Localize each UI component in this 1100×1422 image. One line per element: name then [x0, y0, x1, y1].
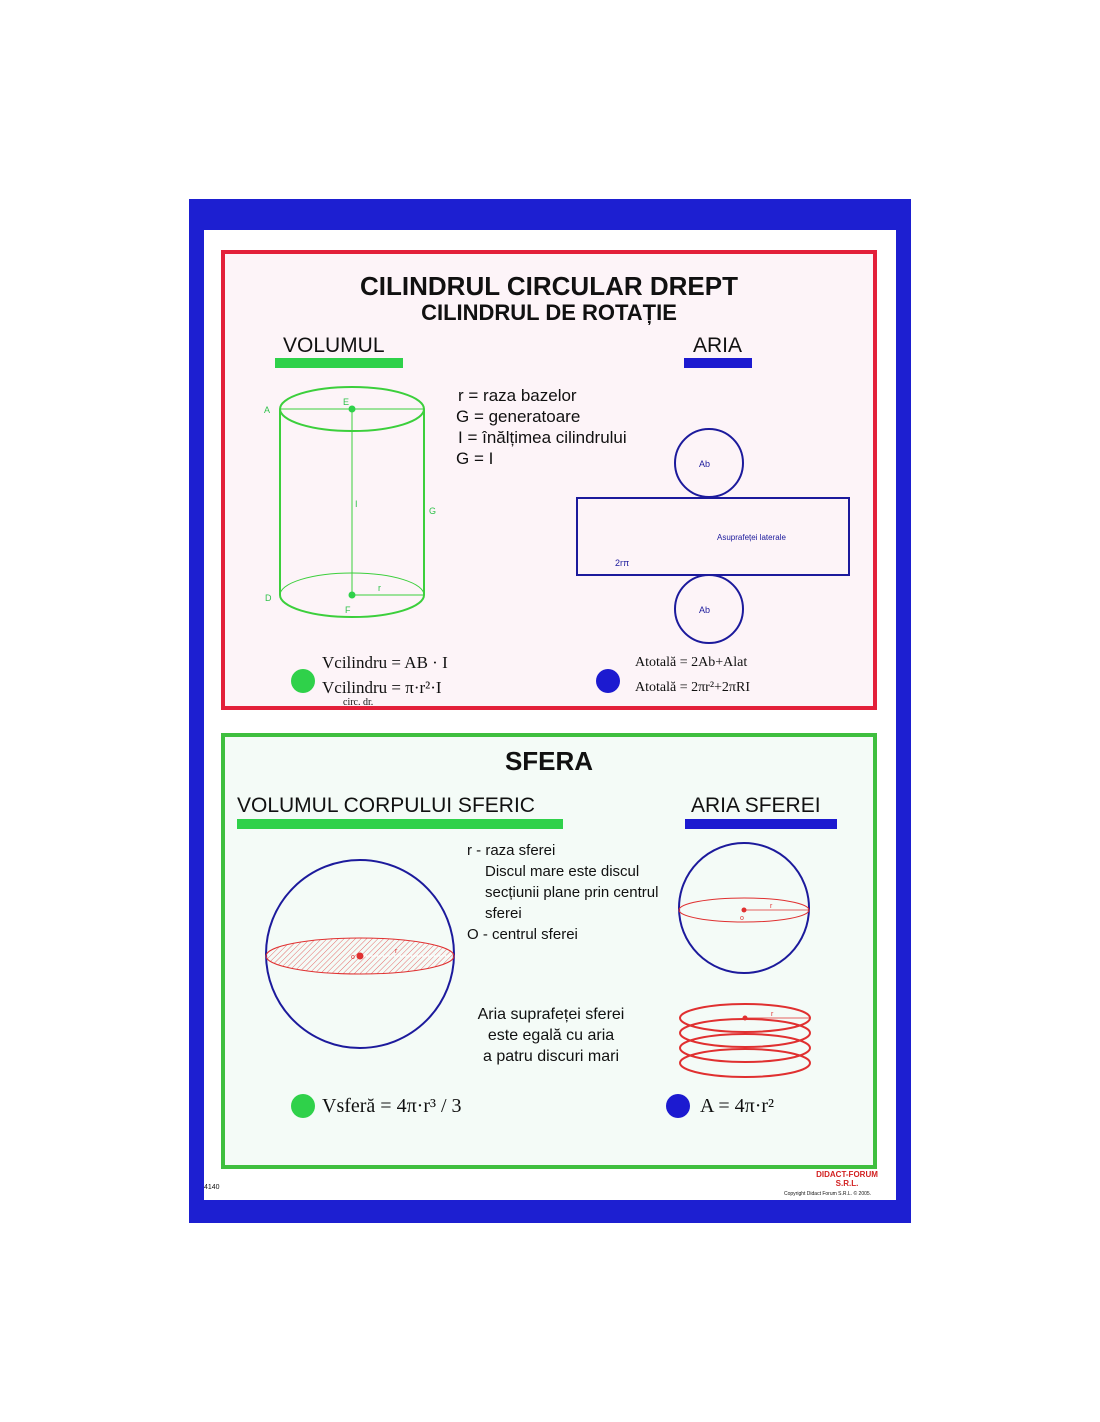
radius-r-label: r	[378, 583, 381, 593]
poster-inner	[204, 230, 896, 1200]
logo-line-1: DIDACT-FORUM	[816, 1170, 878, 1179]
poster-frame	[189, 199, 911, 1223]
area-underline	[684, 358, 752, 368]
sphere-volume-diagram	[265, 859, 465, 1059]
legend-line: G = generatoare	[456, 407, 581, 426]
base-area-bottom-label: Ab	[699, 605, 711, 615]
generator-g-label: G	[429, 506, 437, 516]
sphere-area-text	[465, 1004, 637, 1067]
sphere-area-heading: ARIA SFEREI	[691, 794, 821, 817]
legend-line: Discul mare este discul	[485, 863, 640, 880]
cylinder-net-diagram	[575, 424, 855, 674]
sphere-title: SFERA	[504, 746, 594, 776]
cylinder-panel	[221, 250, 877, 710]
sphere-volume-heading: VOLUMUL CORPULUI SFERIC	[237, 794, 535, 817]
sphere-area-diagram	[678, 842, 818, 982]
legend-line: G = I	[456, 449, 494, 468]
sphere-area-underline	[685, 819, 837, 829]
sphere-area-formula: A = 4π·r²	[700, 1095, 775, 1117]
point-f-label: F	[345, 605, 351, 615]
point-a-label: A	[264, 405, 271, 415]
disc-radius-label: r	[771, 1011, 774, 1018]
sphere-panel	[221, 733, 877, 1169]
cylinder-area-formula-1: Atotală = 2Ab+Alat	[635, 655, 748, 670]
cylinder-volume-subscript: circ. dr.	[343, 697, 374, 708]
small-center-label: o	[740, 915, 744, 922]
sphere-legend	[467, 840, 658, 945]
legend-line: sferei	[485, 905, 522, 922]
circumference-label: 2rπ	[615, 558, 630, 568]
legend-line: O - centrul sferei	[467, 926, 578, 943]
area-heading: ARIA	[693, 334, 743, 357]
poster-code: 4140	[204, 1184, 220, 1191]
publisher-logo	[802, 1170, 892, 1188]
point-e-label: E	[343, 397, 350, 407]
height-i-label: I	[355, 499, 358, 509]
cylinder-subtitle: CILINDRUL DE ROTAȚIE	[421, 300, 677, 325]
four-discs-diagram	[679, 999, 819, 1089]
legend-line: r - raza sferei	[467, 842, 556, 859]
sphere-radius-label: r	[395, 948, 398, 955]
sphere-volume-formula: Vsferă = 4π·r³ / 3	[322, 1095, 462, 1117]
copyright-text: Copyright Didact Forum S.R.L. © 2005.	[784, 1191, 872, 1197]
volume-heading: VOLUMUL	[283, 334, 385, 357]
sphere-volume-underline	[237, 819, 563, 829]
base-area-top-label: Ab	[699, 459, 711, 469]
volume-underline	[275, 358, 403, 368]
area-bullet	[596, 669, 620, 693]
legend-line: I = înălțimea cilindrului	[458, 428, 627, 447]
area-text-line: este egală cu aria	[487, 1027, 615, 1044]
small-radius-label: r	[770, 903, 773, 910]
area-text-line: Aria suprafeței sferei	[477, 1006, 625, 1023]
sphere-volume-bullet	[291, 1094, 315, 1118]
cylinder-volume-formula-2: Vcilindru = π·r²·I	[322, 678, 442, 697]
cylinder-title: CILINDRUL CIRCULAR DREPT	[360, 271, 738, 301]
volume-bullet	[291, 669, 315, 693]
cylinder-volume-formula-1: Vcilindru = AB · I	[322, 653, 448, 672]
logo-line-2: S.R.L.	[835, 1179, 859, 1188]
center-o-label: o	[351, 954, 355, 961]
sphere-area-bullet	[666, 1094, 690, 1118]
area-text-line: a patru discuri mari	[482, 1048, 620, 1065]
cylinder-area-formula-2: Atotală = 2πr²+2πRI	[635, 680, 750, 695]
legend-line: secțiunii plane prin centrul	[485, 884, 659, 901]
point-d-label: D	[265, 593, 272, 603]
legend-line: r = raza bazelor	[458, 386, 577, 405]
lateral-area-label: Asuprafeței laterale	[717, 533, 786, 542]
cylinder-diagram	[255, 379, 445, 615]
